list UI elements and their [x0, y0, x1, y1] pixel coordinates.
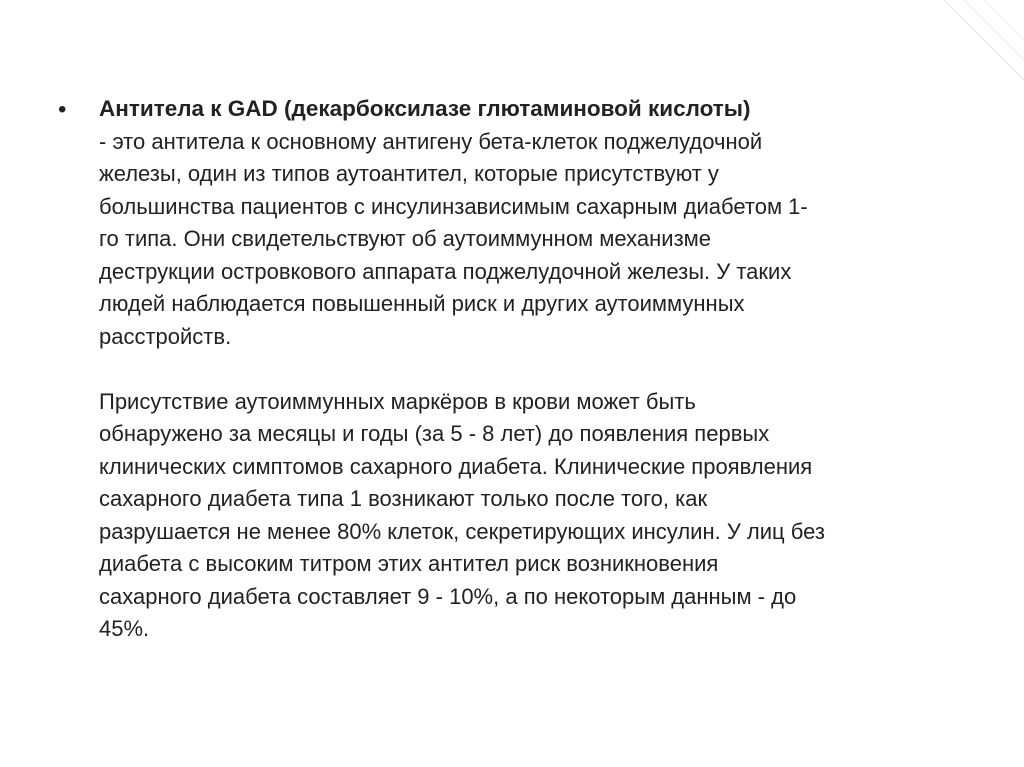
decor-line [984, 0, 1024, 40]
decor-line [944, 0, 1024, 80]
bullet-icon: • [58, 96, 67, 123]
paragraph2-line: диабета с высоким титром этих антител риск возникновения [99, 551, 719, 576]
decor-line [964, 0, 1024, 60]
paragraph1-line: людей наблюдается повышенный риск и других аутоиммунных [99, 291, 745, 316]
paragraph-spacer [99, 353, 979, 386]
paragraph2-line: обнаружено за месяцы и годы (за 5 - 8 лет) до появления первых [99, 421, 770, 446]
paragraph2-line: Присутствие аутоиммунных маркёров в крови может быть [99, 388, 696, 414]
paragraph1-line: железы, один из типов аутоантител, которые присутствуют у [99, 161, 719, 186]
paragraph1-line: расстройств. [99, 323, 232, 349]
heading: Антитела к GAD (декарбоксилазе глютаминовой кислоты) [99, 96, 751, 121]
paragraph1-line: большинства пациентов с инсулинзависимым сахарным диабетом 1- [99, 193, 808, 219]
paragraph1-line: - это антитела к основному антигену бета-клеток поджелудочной [99, 128, 763, 154]
paragraph2-line: 45%. [99, 616, 150, 641]
paragraph2-line: клинических симптомов сахарного диабета. Клинические проявления [99, 453, 813, 479]
paragraph1-line: го типа. Они свидетельствуют об аутоиммунном механизме [99, 226, 712, 251]
paragraph1-line: деструкции островкового аппарата поджелудочной железы. У таких [99, 258, 792, 284]
paragraph2-line: разрушается не менее 80% клеток, секретирующих инсулин. У лиц без [99, 518, 825, 544]
bullet-text [99, 93, 979, 646]
paragraph2-line: сахарного диабета составляет 9 - 10%, а по некоторым данным - до [99, 583, 797, 609]
paragraph2-line: сахарного диабета типа 1 возникают только после того, как [99, 486, 708, 511]
